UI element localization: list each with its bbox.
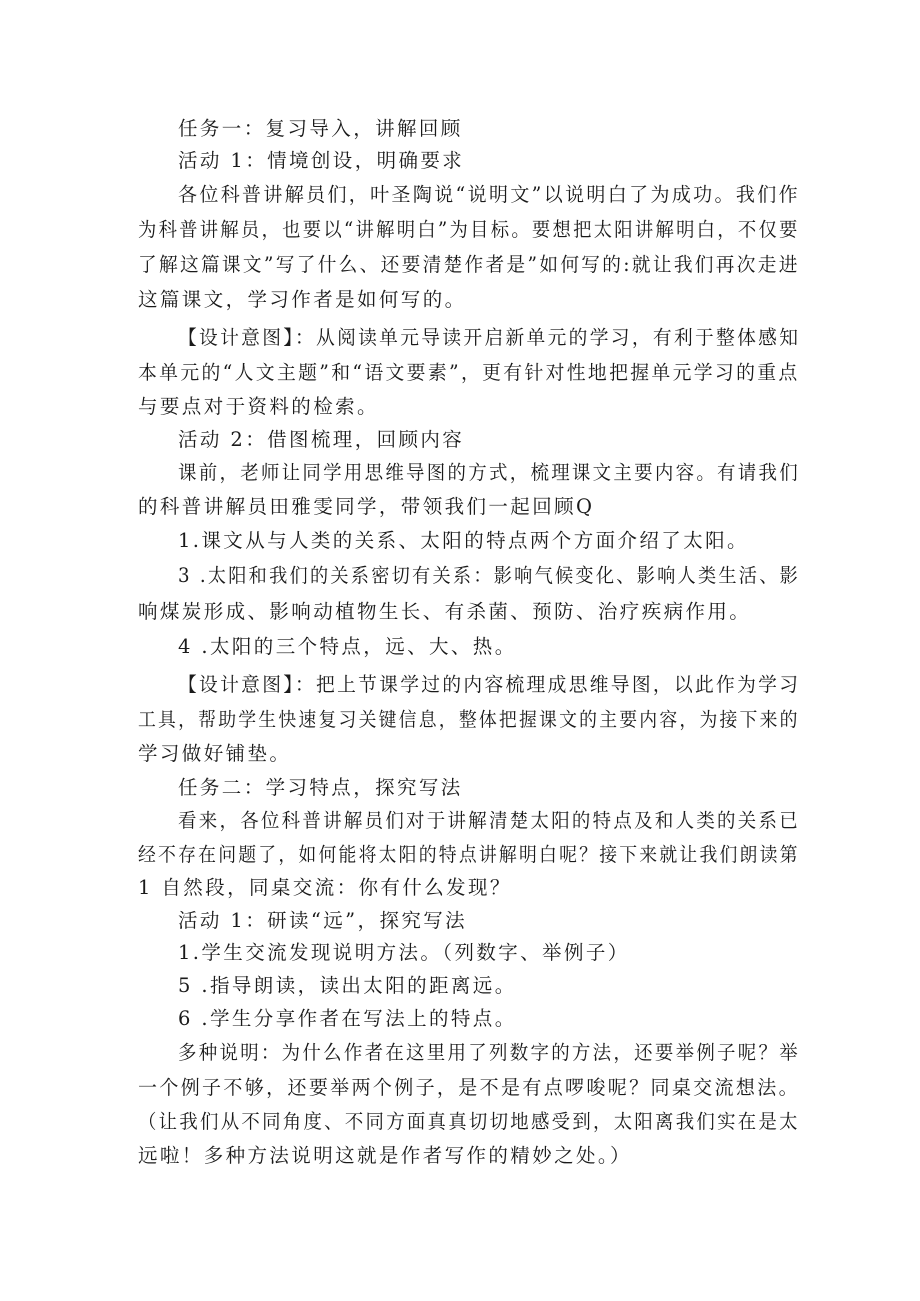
design-intent-line: 【设计意图】：把上节课学过的内容梳理成思维导图，以此作为学习 [178, 673, 801, 696]
paragraph-line: 为科普讲解员，也要以“讲解明白”为目标。要想把太阳讲解明白，不仅要 [138, 218, 800, 241]
design-intent-line: 本单元的“人文主题”和“语文要素”，更有针对性地把握单元学习的重点 [138, 361, 800, 384]
design-intent-line: 与要点对于资料的检索。 [138, 395, 379, 418]
paragraph-line: 经不存在问题了，如何能将太阳的特点讲解明白呢？接下来就让我们朗读第 [138, 843, 800, 866]
activity-two-heading: 活动 2：借图梳理，回顾内容 [178, 428, 465, 451]
design-intent-line: 工具，帮助学生快速复习关键信息，整体把握课文的主要内容，为接下来的 [138, 708, 800, 731]
paragraph-line: 1 自然段，同桌交流：你有什么发现？ [138, 876, 512, 899]
paragraph-line: 课前，老师让同学用思维导图的方式，梳理课文主要内容。有请我们 [178, 461, 800, 484]
activity-one-heading-2: 活动 1：研读“远”，探究写法 [178, 909, 468, 932]
list-item-continuation: 响煤炭形成、影响动植物生长、有杀菌、预防、治疗疾病作用。 [138, 600, 752, 623]
paragraph-line: 了解这篇课文”写了什么、还要清楚作者是”如何写的:就让我们再次走进 [138, 253, 800, 276]
list-item: 5 .指导朗读，读出太阳的距离远。 [178, 974, 517, 997]
design-intent-line: 【设计意图】：从阅读单元导读开启新单元的学习，有利于整体感知 [178, 326, 801, 349]
list-item: 3 .太阳和我们的关系密切有关系：影响气候变化、影响人类生活、影 [178, 564, 801, 587]
design-intent-line: 学习做好铺垫。 [138, 742, 292, 765]
list-item: 4 .太阳的三个特点，远、大、热。 [178, 635, 517, 658]
paragraph-line: （让我们从不同角度、不同方面真真切切地感受到，太阳离我们实在是太 [138, 1110, 800, 1133]
list-item: 6 .学生分享作者在写法上的特点。 [178, 1007, 517, 1030]
paragraph-line: 各位科普讲解员们，叶圣陶说“说明文”以说明白了为成功。我们作 [178, 183, 800, 206]
paragraph-line: 这篇课文，学习作者是如何写的。 [138, 288, 467, 311]
list-item: 1.学生交流发现说明方法。（列数字、举例子） [178, 941, 630, 964]
paragraph-line: 远啦！多种方法说明这就是作者写作的精妙之处。） [138, 1144, 632, 1167]
paragraph-line: 一个例子不够，还要举两个例子，是不是有点啰唆呢？同桌交流想法。 [138, 1076, 800, 1099]
task-two-heading: 任务二：学习特点，探究写法 [178, 776, 463, 799]
task-one-heading: 任务一：复习导入，讲解回顾 [178, 117, 463, 140]
paragraph-line: 的科普讲解员田雅雯同学，带领我们一起回顾Q [138, 495, 595, 518]
paragraph-line: 看来，各位科普讲解员们对于讲解清楚太阳的特点及和人类的关系已 [178, 809, 800, 832]
paragraph-line: 多种说明：为什么作者在这里用了列数字的方法，还要举例子呢？举 [178, 1041, 800, 1064]
activity-one-heading: 活动 1：情境创设，明确要求 [178, 149, 465, 172]
list-item: 1.课文从与人类的关系、太阳的特点两个方面介绍了太阳。 [178, 529, 749, 552]
